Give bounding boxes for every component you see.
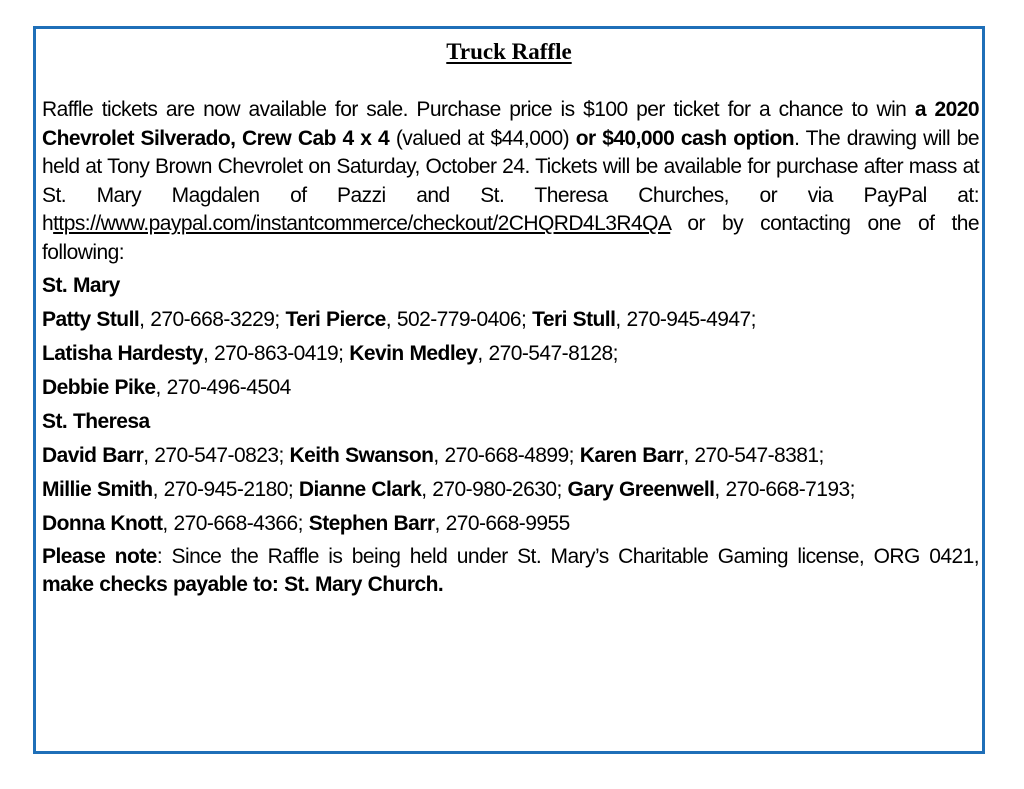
st-theresa-heading: St. Theresa <box>42 409 150 433</box>
contact-phone: , 270-668-7193; <box>714 477 855 501</box>
contact-name: Millie Smith <box>42 477 153 501</box>
contact-phone: , 270-980-2630; <box>421 477 568 501</box>
contact-phone: , 502-779-0406; <box>385 307 533 331</box>
st-mary-contacts-line-1 <box>42 306 979 334</box>
contact-phone: , 270-668-3229; <box>139 307 286 331</box>
note-label: Please note <box>42 544 157 568</box>
raffle-content <box>42 96 979 621</box>
contact-phone: , 270-668-4899; <box>433 443 580 467</box>
please-note-paragraph <box>42 543 979 600</box>
contact-name: Keith Swanson <box>289 443 434 467</box>
intro-text-3: . The drawing will be held at Tony Brown Chevrolet on Saturday, October 24. Tickets will be available for purchase after mass at St. Mary Magdalen of Pazzi and St. Theresa Churches, or via PayPal at: h <box>42 126 979 236</box>
contact-phone: , 270-668-4366; <box>162 511 309 535</box>
contact-phone: , 270-547-8128; <box>477 341 618 365</box>
st-theresa-contacts-line-1 <box>42 442 979 470</box>
contact-name: Gary Greenwell <box>567 477 715 501</box>
contact-phone: , 270-863-0419; <box>202 341 350 365</box>
contact-name: Teri Pierce <box>285 307 386 331</box>
contact-name: Latisha Hardesty <box>42 341 203 365</box>
prize-cash-option: or $40,000 cash option <box>575 126 795 150</box>
contact-name: Kevin Medley <box>349 341 478 365</box>
intro-paragraph <box>42 96 979 268</box>
contact-name: Debbie Pike <box>42 375 156 399</box>
contact-name: Dianne Clark <box>298 477 422 501</box>
contact-phone: , 270-945-2180; <box>152 477 299 501</box>
intro-text-1: Raffle tickets are now available for sale. Purchase price is $100 per ticket for a chance to win <box>42 98 915 121</box>
contact-name: David Barr <box>42 443 144 467</box>
prize-truck: a 2020 Chevrolet Silverado, Crew Cab 4 x 4 <box>42 98 979 150</box>
contact-phone: , 270-496-4504 <box>155 375 291 399</box>
st-mary-contacts-line-2 <box>42 340 979 368</box>
raffle-notice-box <box>33 26 985 754</box>
contact-phone: , 270-945-4947; <box>615 307 756 331</box>
st-mary-heading: St. Mary <box>42 273 120 297</box>
intro-text-2: (valued at $44,000) <box>389 126 576 150</box>
contact-phone: , 270-668-9955 <box>434 511 570 535</box>
contact-phone: , 270-547-0823; <box>143 443 290 467</box>
contact-name: Teri Stull <box>532 307 616 331</box>
st-theresa-contacts-line-2 <box>42 476 979 504</box>
contact-phone: , 270-547-8381; <box>683 443 824 467</box>
page-title: Truck Raffle <box>446 39 572 64</box>
intro-text-4: or by contacting one of the following: <box>42 212 979 264</box>
contact-name: Donna Knott <box>42 511 163 535</box>
st-mary-contacts-line-3 <box>42 374 979 402</box>
note-payable-to: make checks payable to: St. Mary Church. <box>42 573 444 597</box>
contact-name: Karen Barr <box>579 443 684 467</box>
contact-name: Patty Stull <box>42 307 140 331</box>
st-theresa-contacts-line-3 <box>42 510 979 538</box>
paypal-link[interactable]: ttps://www.paypal.com/instantcommerce/checkout/2CHQRD4L3R4QA <box>53 212 671 236</box>
note-text: : Since the Raffle is being held under St. Mary’s Charitable Gaming license, ORG 0421, <box>156 544 979 568</box>
contact-name: Stephen Barr <box>308 511 435 535</box>
